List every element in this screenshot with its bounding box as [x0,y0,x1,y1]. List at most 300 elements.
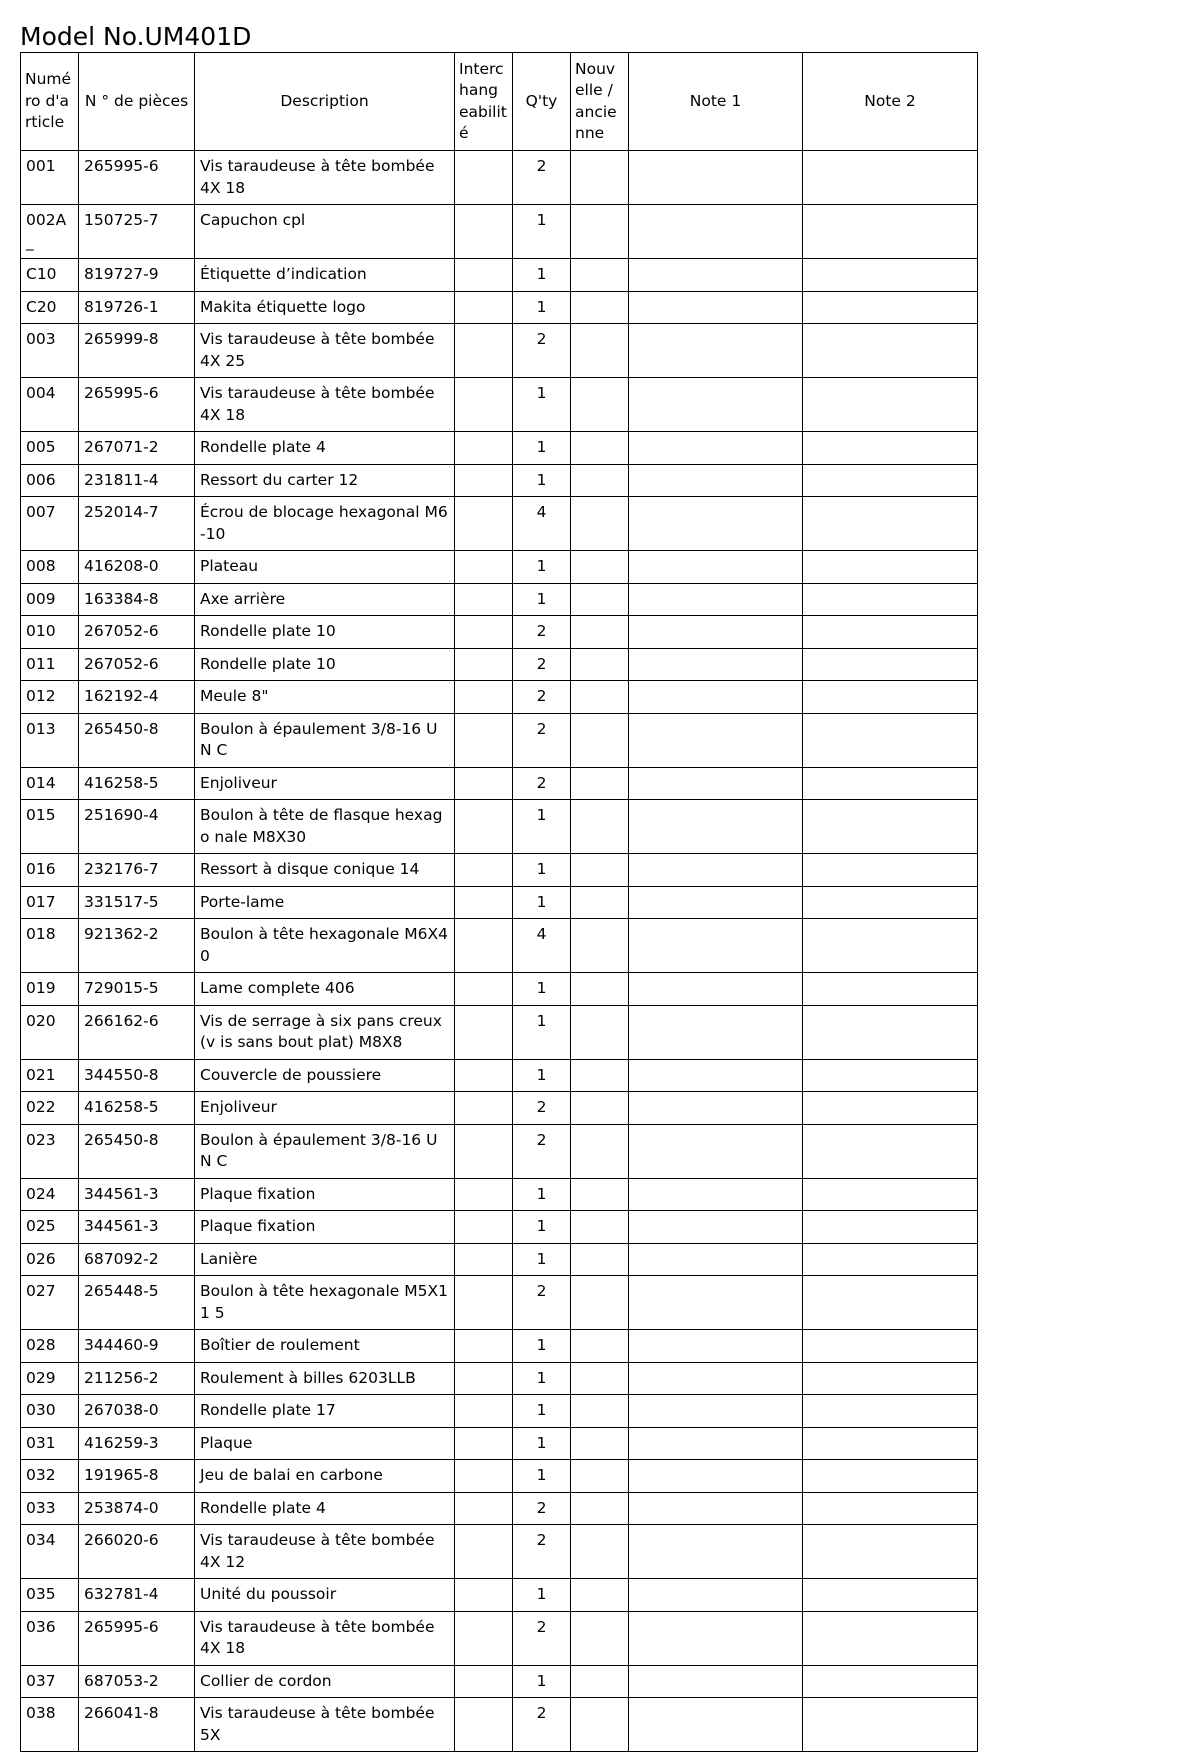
item-no-cell: 026 [21,1243,79,1276]
note2-cell [803,205,978,259]
item-no-cell: 002A_ [21,205,79,259]
table-row [21,1178,978,1211]
note1-cell [629,1211,803,1244]
description-cell: Meule 8" [195,681,455,714]
qty-cell: 4 [513,497,571,551]
qty-cell: 1 [513,291,571,324]
qty-cell: 2 [513,616,571,649]
description-cell: Unité du poussoir [195,1579,455,1612]
item-no-cell: 037 [21,1665,79,1698]
qty-cell: 1 [513,432,571,465]
note2-cell [803,151,978,205]
note2-cell [803,1698,978,1752]
part-no-cell: 265999-8 [79,324,195,378]
table-row [21,1427,978,1460]
table-row [21,681,978,714]
new-old-cell [571,551,629,584]
new-old-cell [571,1665,629,1698]
part-no-cell: 921362-2 [79,919,195,973]
new-old-cell [571,1362,629,1395]
interchangeability-cell [455,1092,513,1125]
qty-cell: 2 [513,1525,571,1579]
interchangeability-cell [455,767,513,800]
note2-cell [803,464,978,497]
table-row [21,886,978,919]
qty-cell: 1 [513,1243,571,1276]
note2-cell [803,291,978,324]
new-old-cell [571,1243,629,1276]
interchangeability-cell [455,259,513,292]
header-item-no: Numé ro d'a rticle [21,53,79,151]
description-cell: Makita étiquette logo [195,291,455,324]
table-row [21,616,978,649]
item-no-cell: C10 [21,259,79,292]
header-note1: Note 1 [629,53,803,151]
new-old-cell [571,854,629,887]
note1-cell [629,291,803,324]
item-no-cell: 017 [21,886,79,919]
interchangeability-cell [455,854,513,887]
part-no-cell: 729015-5 [79,973,195,1006]
qty-cell: 2 [513,1092,571,1125]
note2-cell [803,1362,978,1395]
header-interchangeability: Interc hang eabilit é [455,53,513,151]
interchangeability-cell [455,1427,513,1460]
item-no-cell: 035 [21,1579,79,1612]
interchangeability-cell [455,713,513,767]
note1-cell [629,800,803,854]
note1-cell [629,1698,803,1752]
new-old-cell [571,1211,629,1244]
note1-cell [629,551,803,584]
description-cell: Vis taraudeuse à tête bombée 4X 12 [195,1525,455,1579]
item-no-cell: 024 [21,1178,79,1211]
description-cell: Lame complete 406 [195,973,455,1006]
part-no-cell: 265995-6 [79,1611,195,1665]
new-old-cell [571,1178,629,1211]
item-no-cell: 020 [21,1005,79,1059]
interchangeability-cell [455,1362,513,1395]
qty-cell: 1 [513,259,571,292]
new-old-cell [571,886,629,919]
part-no-cell: 211256-2 [79,1362,195,1395]
part-no-cell: 687092-2 [79,1243,195,1276]
part-no-cell: 162192-4 [79,681,195,714]
qty-cell: 1 [513,1005,571,1059]
note1-cell [629,1395,803,1428]
description-cell: Ressort à disque conique 14 [195,854,455,887]
table-row [21,713,978,767]
note2-cell [803,681,978,714]
note1-cell [629,648,803,681]
new-old-cell [571,681,629,714]
interchangeability-cell [455,648,513,681]
table-row [21,1059,978,1092]
note1-cell [629,259,803,292]
description-cell: Plaque fixation [195,1211,455,1244]
part-no-cell: 819727-9 [79,259,195,292]
part-no-cell: 267052-6 [79,648,195,681]
part-no-cell: 416259-3 [79,1427,195,1460]
new-old-cell [571,1124,629,1178]
interchangeability-cell [455,1525,513,1579]
new-old-cell [571,800,629,854]
interchangeability-cell [455,432,513,465]
table-row [21,1395,978,1428]
item-no-cell: 004 [21,378,79,432]
interchangeability-cell [455,1460,513,1493]
interchangeability-cell [455,1611,513,1665]
description-cell: Axe arrière [195,583,455,616]
note1-cell [629,886,803,919]
interchangeability-cell [455,1492,513,1525]
interchangeability-cell [455,497,513,551]
qty-cell: 2 [513,151,571,205]
description-cell: Collier de cordon [195,1665,455,1698]
description-cell: Vis taraudeuse à tête bombée 4X 18 [195,378,455,432]
qty-cell: 2 [513,713,571,767]
table-row [21,800,978,854]
qty-cell: 1 [513,1330,571,1363]
note1-cell [629,681,803,714]
part-no-cell: 266020-6 [79,1525,195,1579]
new-old-cell [571,291,629,324]
table-row [21,1092,978,1125]
item-no-cell: 003 [21,324,79,378]
note2-cell [803,616,978,649]
part-no-cell: 253874-0 [79,1492,195,1525]
note1-cell [629,616,803,649]
qty-cell: 2 [513,1611,571,1665]
header-description: Description [195,53,455,151]
part-no-cell: 416208-0 [79,551,195,584]
part-no-cell: 265448-5 [79,1276,195,1330]
table-row [21,767,978,800]
item-no-cell: 012 [21,681,79,714]
note2-cell [803,800,978,854]
description-cell: Jeu de balai en carbone [195,1460,455,1493]
description-cell: Écrou de blocage hexagonal M6-10 [195,497,455,551]
item-no-cell: 023 [21,1124,79,1178]
new-old-cell [571,1059,629,1092]
new-old-cell [571,432,629,465]
item-no-cell: 030 [21,1395,79,1428]
note1-cell [629,1611,803,1665]
note1-cell [629,432,803,465]
table-row [21,648,978,681]
new-old-cell [571,919,629,973]
qty-cell: 2 [513,1124,571,1178]
note2-cell [803,1460,978,1493]
note1-cell [629,1124,803,1178]
note2-cell [803,1092,978,1125]
note1-cell [629,713,803,767]
note1-cell [629,1178,803,1211]
new-old-cell [571,1395,629,1428]
note1-cell [629,1092,803,1125]
note1-cell [629,919,803,973]
part-no-cell: 191965-8 [79,1460,195,1493]
interchangeability-cell [455,291,513,324]
item-no-cell: 022 [21,1092,79,1125]
new-old-cell [571,1427,629,1460]
table-row [21,1492,978,1525]
description-cell: Rondelle plate 4 [195,1492,455,1525]
table-row [21,583,978,616]
qty-cell: 2 [513,1276,571,1330]
header-part-no: N ° de pièces [79,53,195,151]
note2-cell [803,1579,978,1612]
table-row [21,1005,978,1059]
item-no-cell: 016 [21,854,79,887]
interchangeability-cell [455,551,513,584]
qty-cell: 2 [513,648,571,681]
qty-cell: 1 [513,1460,571,1493]
qty-cell: 2 [513,681,571,714]
new-old-cell [571,1492,629,1525]
header-new-old: Nouv elle / ancie nne [571,53,629,151]
part-no-cell: 344460-9 [79,1330,195,1363]
qty-cell: 1 [513,1059,571,1092]
part-no-cell: 344561-3 [79,1178,195,1211]
note1-cell [629,1579,803,1612]
part-no-cell: 632781-4 [79,1579,195,1612]
part-no-cell: 819726-1 [79,291,195,324]
table-row [21,1362,978,1395]
description-cell: Porte-lame [195,886,455,919]
interchangeability-cell [455,464,513,497]
new-old-cell [571,464,629,497]
qty-cell: 1 [513,583,571,616]
note1-cell [629,205,803,259]
item-no-cell: 018 [21,919,79,973]
item-no-cell: 038 [21,1698,79,1752]
new-old-cell [571,1698,629,1752]
note1-cell [629,1005,803,1059]
table-row [21,1579,978,1612]
description-cell: Vis de serrage à six pans creux (v is sans bout plat) M8X8 [195,1005,455,1059]
note2-cell [803,1005,978,1059]
table-row [21,259,978,292]
note2-cell [803,1427,978,1460]
item-no-cell: 001 [21,151,79,205]
description-cell: Plaque fixation [195,1178,455,1211]
description-cell: Couvercle de poussiere [195,1059,455,1092]
interchangeability-cell [455,919,513,973]
qty-cell: 2 [513,324,571,378]
interchangeability-cell [455,681,513,714]
note2-cell [803,497,978,551]
table-row [21,1124,978,1178]
note2-cell [803,767,978,800]
table-row [21,1330,978,1363]
note2-cell [803,1611,978,1665]
interchangeability-cell [455,1178,513,1211]
table-row [21,497,978,551]
description-cell: Rondelle plate 10 [195,616,455,649]
note2-cell [803,1330,978,1363]
interchangeability-cell [455,973,513,1006]
new-old-cell [571,1276,629,1330]
description-cell: Roulement à billes 6203LLB [195,1362,455,1395]
table-row [21,464,978,497]
description-cell: Boulon à épaulement 3/8-16 UN C [195,1124,455,1178]
table-row [21,1243,978,1276]
qty-cell: 1 [513,1427,571,1460]
interchangeability-cell [455,1395,513,1428]
note1-cell [629,1059,803,1092]
qty-cell: 1 [513,973,571,1006]
interchangeability-cell [455,1243,513,1276]
part-no-cell: 416258-5 [79,767,195,800]
page-title: Model No.UM401D [20,22,252,51]
part-no-cell: 266162-6 [79,1005,195,1059]
note2-cell [803,973,978,1006]
new-old-cell [571,648,629,681]
note2-cell [803,1059,978,1092]
item-no-cell: 036 [21,1611,79,1665]
table-row [21,854,978,887]
qty-cell: 1 [513,854,571,887]
note2-cell [803,1211,978,1244]
item-no-cell: 019 [21,973,79,1006]
item-no-cell: 021 [21,1059,79,1092]
interchangeability-cell [455,1124,513,1178]
note2-cell [803,1243,978,1276]
item-no-cell: 008 [21,551,79,584]
part-no-cell: 267052-6 [79,616,195,649]
note1-cell [629,767,803,800]
part-no-cell: 231811-4 [79,464,195,497]
note1-cell [629,1330,803,1363]
note2-cell [803,1665,978,1698]
item-no-cell: C20 [21,291,79,324]
table-row [21,378,978,432]
interchangeability-cell [455,205,513,259]
note1-cell [629,854,803,887]
table-row [21,1525,978,1579]
interchangeability-cell [455,1276,513,1330]
description-cell: Capuchon cpl [195,205,455,259]
table-row [21,1665,978,1698]
part-no-cell: 265450-8 [79,1124,195,1178]
new-old-cell [571,1579,629,1612]
item-no-cell: 027 [21,1276,79,1330]
description-cell: Étiquette d’indication [195,259,455,292]
note1-cell [629,1460,803,1493]
table-row [21,324,978,378]
qty-cell: 1 [513,1665,571,1698]
qty-cell: 1 [513,1178,571,1211]
qty-cell: 4 [513,919,571,973]
interchangeability-cell [455,324,513,378]
table-row [21,432,978,465]
part-no-cell: 150725-7 [79,205,195,259]
part-no-cell: 331517-5 [79,886,195,919]
qty-cell: 1 [513,1362,571,1395]
note2-cell [803,919,978,973]
qty-cell: 2 [513,1698,571,1752]
qty-cell: 2 [513,1492,571,1525]
interchangeability-cell [455,1211,513,1244]
note2-cell [803,648,978,681]
note1-cell [629,464,803,497]
note1-cell [629,1427,803,1460]
note1-cell [629,1665,803,1698]
interchangeability-cell [455,1005,513,1059]
part-no-cell: 687053-2 [79,1665,195,1698]
note1-cell [629,151,803,205]
table-row [21,551,978,584]
interchangeability-cell [455,1059,513,1092]
item-no-cell: 033 [21,1492,79,1525]
item-no-cell: 011 [21,648,79,681]
note2-cell [803,886,978,919]
note1-cell [629,378,803,432]
note2-cell [803,551,978,584]
item-no-cell: 015 [21,800,79,854]
part-no-cell: 266041-8 [79,1698,195,1752]
note2-cell [803,324,978,378]
qty-cell: 1 [513,205,571,259]
note1-cell [629,973,803,1006]
description-cell: Enjoliveur [195,767,455,800]
interchangeability-cell [455,1330,513,1363]
part-no-cell: 251690-4 [79,800,195,854]
item-no-cell: 005 [21,432,79,465]
item-no-cell: 010 [21,616,79,649]
new-old-cell [571,583,629,616]
new-old-cell [571,151,629,205]
note1-cell [629,1243,803,1276]
description-cell: Rondelle plate 10 [195,648,455,681]
header-note2: Note 2 [803,53,978,151]
header-qty: Q'ty [513,53,571,151]
note2-cell [803,1178,978,1211]
new-old-cell [571,1460,629,1493]
description-cell: Ressort du carter 12 [195,464,455,497]
table-row [21,919,978,973]
item-no-cell: 029 [21,1362,79,1395]
part-no-cell: 344550-8 [79,1059,195,1092]
description-cell: Rondelle plate 17 [195,1395,455,1428]
description-cell: Boulon à tête de flasque hexago nale M8X30 [195,800,455,854]
note2-cell [803,1276,978,1330]
description-cell: Plaque [195,1427,455,1460]
item-no-cell: 034 [21,1525,79,1579]
interchangeability-cell [455,1698,513,1752]
qty-cell: 1 [513,1395,571,1428]
note1-cell [629,1525,803,1579]
qty-cell: 1 [513,1579,571,1612]
description-cell: Lanière [195,1243,455,1276]
parts-table [20,52,978,1752]
item-no-cell: 007 [21,497,79,551]
interchangeability-cell [455,378,513,432]
qty-cell: 1 [513,464,571,497]
description-cell: Vis taraudeuse à tête bombée 4X 18 [195,151,455,205]
item-no-cell: 009 [21,583,79,616]
qty-cell: 1 [513,800,571,854]
new-old-cell [571,497,629,551]
item-no-cell: 006 [21,464,79,497]
note1-cell [629,497,803,551]
qty-cell: 1 [513,551,571,584]
note1-cell [629,1276,803,1330]
part-no-cell: 265995-6 [79,151,195,205]
note1-cell [629,1492,803,1525]
part-no-cell: 232176-7 [79,854,195,887]
